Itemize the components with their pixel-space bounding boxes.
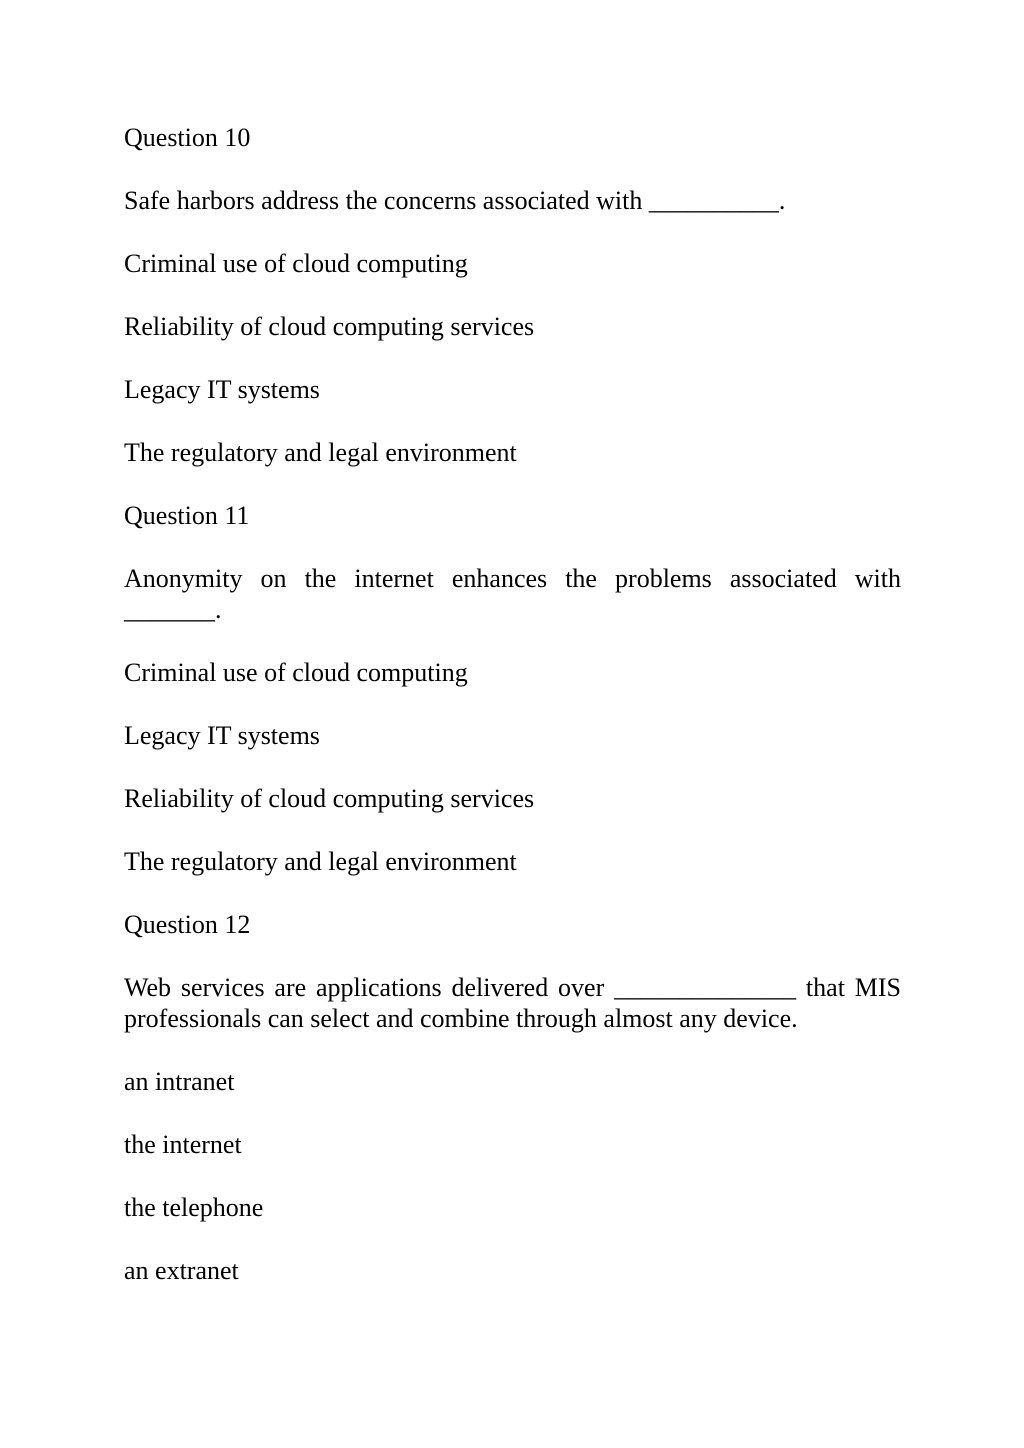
- answer-option: The regulatory and legal environment: [124, 847, 517, 876]
- question-heading: Question 10: [124, 123, 251, 152]
- answer-option: Criminal use of cloud computing: [124, 249, 468, 278]
- question-prompt: Safe harbors address the concerns associated with __________.: [124, 186, 786, 215]
- document-page: [124, 122, 901, 1318]
- answer-option: the telephone: [124, 1193, 264, 1222]
- answer-option: Legacy IT systems: [124, 375, 320, 404]
- answer-option: Reliability of cloud computing services: [124, 312, 535, 341]
- answer-option: Criminal use of cloud computing: [124, 658, 468, 687]
- question-prompt: Web services are applications delivered over ______________ that MIS professionals can select and combine through almost any device.: [124, 973, 901, 1033]
- question-heading: Question 12: [124, 910, 251, 939]
- question-block: [124, 909, 901, 1286]
- answer-option: an extranet: [124, 1256, 239, 1285]
- answer-option: The regulatory and legal environment: [124, 438, 517, 467]
- answer-option: Legacy IT systems: [124, 721, 320, 750]
- question-block: [124, 500, 901, 877]
- question-heading: Question 11: [124, 501, 250, 530]
- answer-option: an intranet: [124, 1067, 235, 1096]
- answer-option: Reliability of cloud computing services: [124, 784, 535, 813]
- question-block: [124, 122, 901, 468]
- question-prompt: Anonymity on the internet enhances the problems associated with _______.: [124, 564, 901, 624]
- answer-option: the internet: [124, 1130, 242, 1159]
